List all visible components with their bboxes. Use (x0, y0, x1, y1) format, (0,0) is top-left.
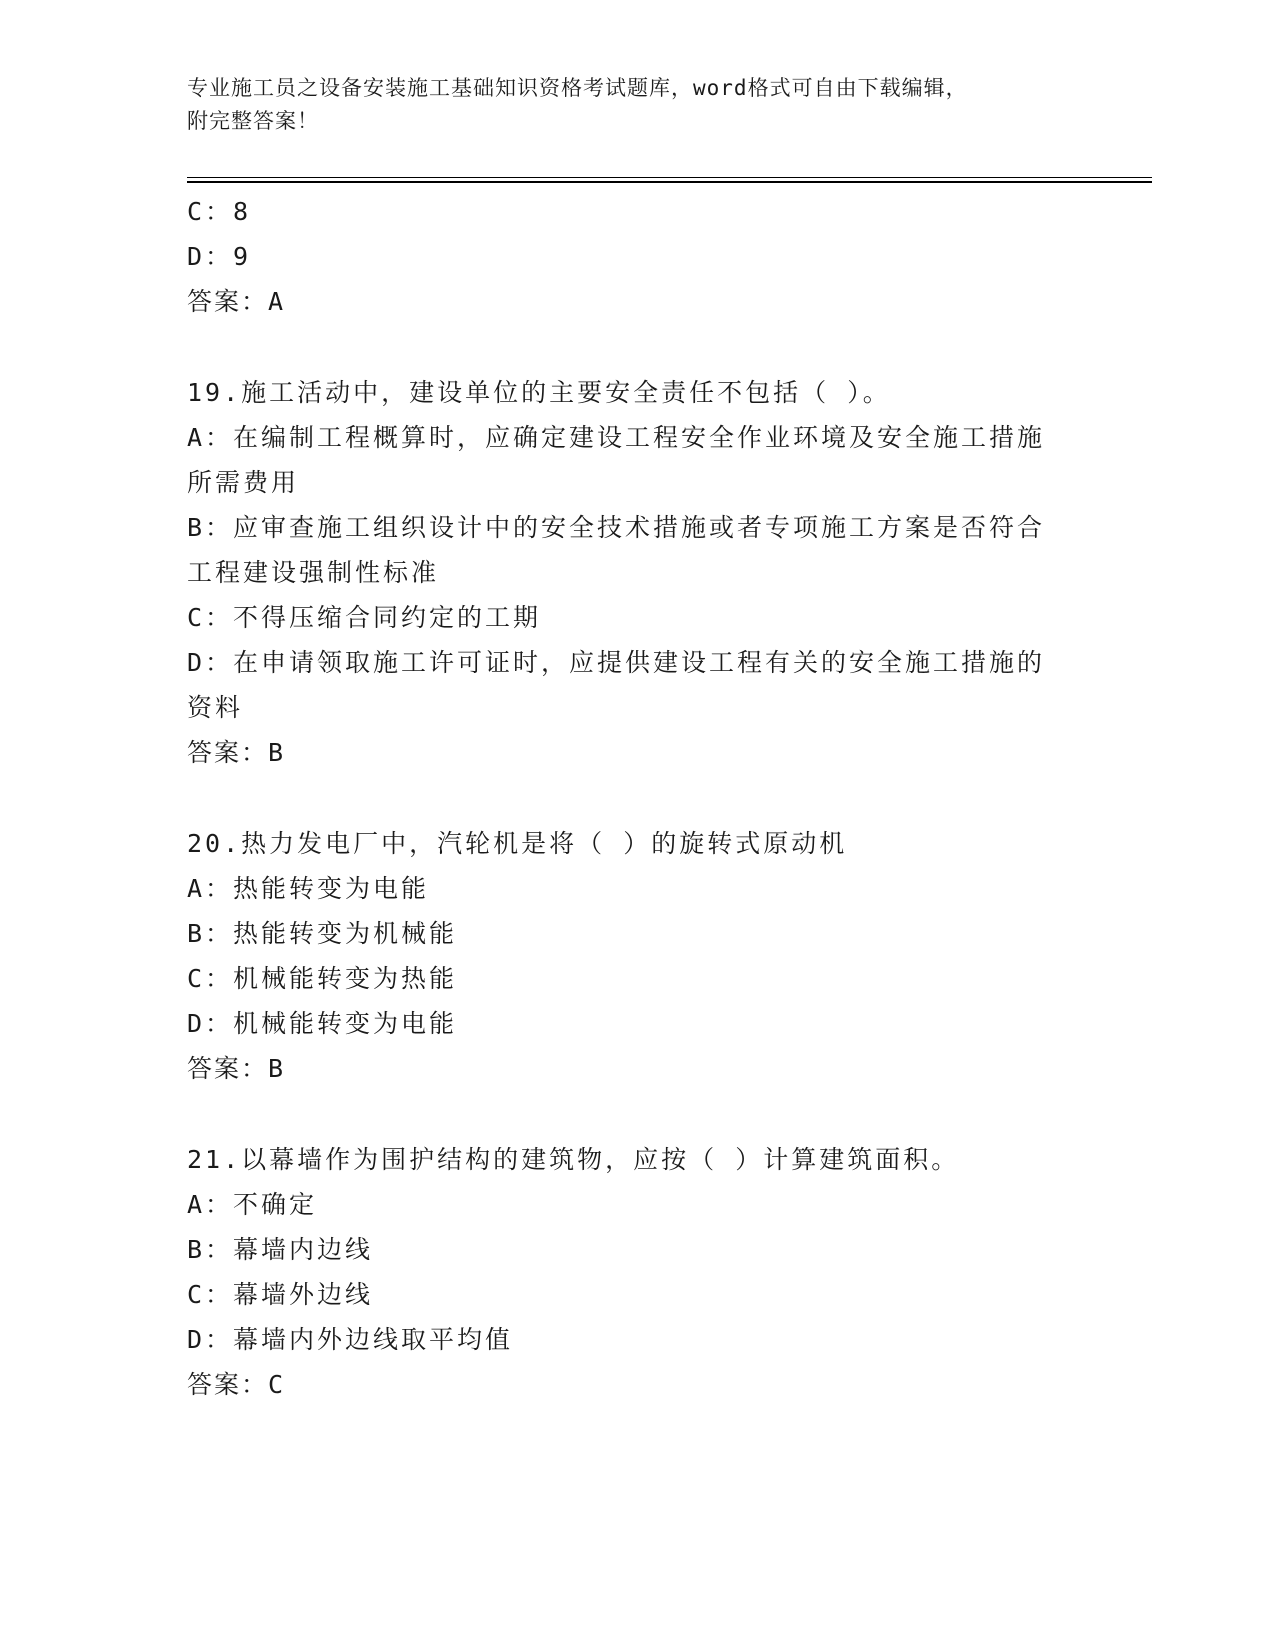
option-b: B：幕墙内边线 (187, 1235, 374, 1264)
page-header (187, 72, 1087, 138)
question-list (187, 189, 1087, 1407)
option-b: B：应审查施工组织设计中的安全技术措施或者专项施工方案是否符合 (187, 513, 1046, 542)
option-a: A：不确定 (187, 1190, 318, 1219)
option-d: D：9 (187, 242, 252, 271)
option-b: B：热能转变为机械能 (187, 919, 458, 948)
question-20 (187, 821, 1087, 1091)
option-c: C：幕墙外边线 (187, 1280, 374, 1309)
answer: 答案：C (187, 1370, 286, 1399)
option-d-continued: 资料 (187, 693, 244, 722)
spacer (187, 775, 1087, 821)
option-d: D：在申请领取施工许可证时，应提供建设工程有关的安全施工措施的 (187, 648, 1046, 677)
answer: 答案：B (187, 1054, 286, 1083)
header-rule-thick (187, 181, 1152, 183)
answer: 答案：A (187, 287, 286, 316)
option-a: A：在编制工程概算时，应确定建设工程安全作业环境及安全施工措施 (187, 423, 1046, 452)
option-c: C：8 (187, 197, 252, 226)
header-line-2: 附完整答案！ (187, 109, 319, 133)
option-a: A：热能转变为电能 (187, 874, 430, 903)
spacer (187, 1091, 1087, 1137)
header-line-1: 专业施工员之设备安装施工基础知识资格考试题库，word格式可自由下载编辑， (187, 76, 968, 100)
question-21 (187, 1137, 1087, 1407)
option-c: C：不得压缩合同约定的工期 (187, 603, 542, 632)
header-rule-thin (187, 177, 1152, 178)
previous-question-tail (187, 189, 1087, 324)
option-a-continued: 所需费用 (187, 468, 300, 497)
spacer (187, 324, 1087, 370)
question-stem: 20.热力发电厂中，汽轮机是将（ ）的旋转式原动机 (187, 829, 848, 858)
question-19 (187, 370, 1087, 775)
question-stem: 21.以幕墙作为围护结构的建筑物，应按（ ）计算建筑面积。 (187, 1145, 960, 1174)
question-stem: 19.施工活动中，建设单位的主要安全责任不包括（ ）。 (187, 378, 891, 407)
option-c: C：机械能转变为热能 (187, 964, 458, 993)
answer: 答案：B (187, 738, 286, 767)
option-d: D：机械能转变为电能 (187, 1009, 458, 1038)
option-b-continued: 工程建设强制性标准 (187, 558, 440, 587)
option-d: D：幕墙内外边线取平均值 (187, 1325, 514, 1354)
